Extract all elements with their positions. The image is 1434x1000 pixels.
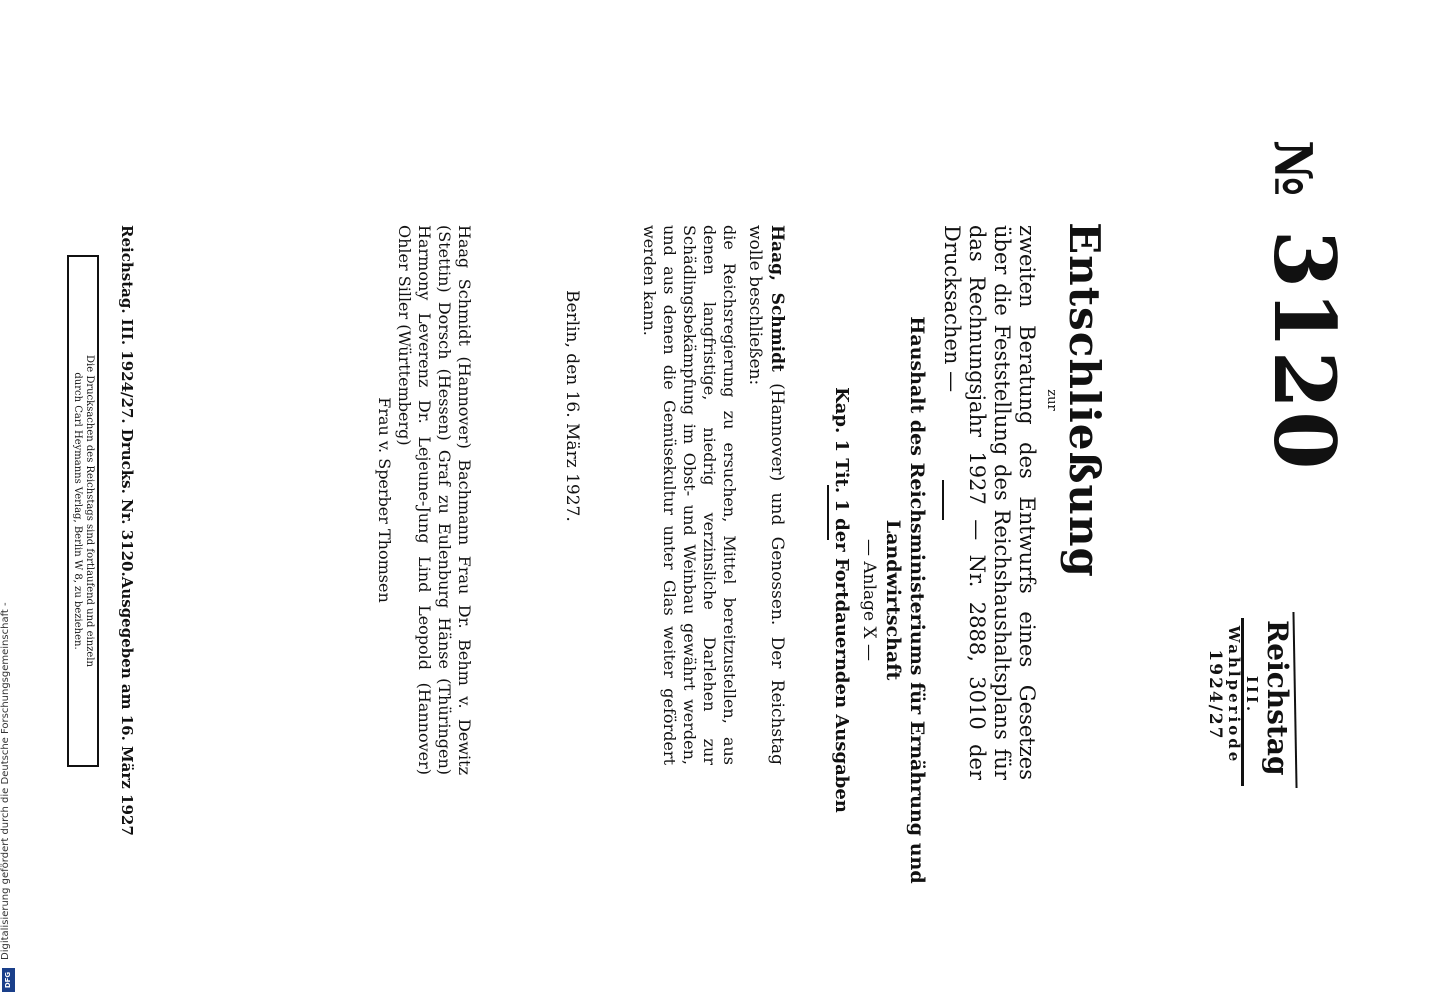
legislative-period: III. Wahlperiode [1225,625,1261,765]
signatory-list-last: Frau v. Sperber Thomsen [375,397,394,603]
legislative-years: 1924/27 [1205,649,1225,741]
imprint-notice [67,255,99,767]
number-prefix: № [1262,140,1323,199]
document-subject: zweiten Beratung des Entwurfs eines Gesetzes über die Feststellung des Reichshaushaltsplans für das Rechnungsjahr 1927 — Nr. 2888, 3010 der Drucksachen — [940,225,1039,780]
imprint-line: Die Drucksachen des Reichstags sind fortlaufend und einzeln [84,355,95,667]
zur-label: zur [1044,389,1059,411]
document-number [1255,140,1354,472]
page-footer [118,225,136,836]
number-value: 3120 [1255,229,1354,472]
separator-rule [827,485,829,540]
budget-title: Haushalt des Reichsministeriums für Ernährung und Landwirtschaft [882,316,928,884]
motion-movers-rest: (Hannover) und Genossen. Der Reichstag wolle beschließen: [745,225,787,765]
document-title: Entschließung [1060,222,1109,578]
imprint-line: durch Carl Heymanns Verlag, Berlin W 8, zu beziehen. [72,372,83,650]
header-rule-bottom [1241,618,1244,786]
institution-name: Reichstag [1261,620,1294,776]
header-reichstag-box [1205,620,1294,776]
motion-intro [744,225,788,765]
separator-rule [942,480,944,520]
signatory-list: Haag Schmidt (Hannover) Bachmann Frau Dr. Behm v. Dewitz (Stettin) Dorsch (Hessen) Graf zu Eulenburg Hänse (Thüringen) Harmony Leverenz Dr. Lejeune-Jung Lind Leopold (Hannover) Ohler Siller (Württemberg) [395,225,474,775]
footer-reference: Reichstag. III. 1924/27. Drucks. Nr. 3120. [118,225,136,577]
signatories [374,225,474,775]
footer-issued: Ausgegeben am 16. März 1927 [118,576,136,836]
dfg-logo [2,968,15,992]
budget-chapter: Kap. 1 Tit. 1 der Fortdauernden Ausgaben [831,387,852,813]
place-date: Berlin, den 16. März 1927. [562,290,582,522]
digitization-credit: Digitalisierung gefördert durch die Deutsche Forschungsgemeinschaft - [0,602,11,960]
budget-anlage: — Anlage X — [859,538,879,662]
motion-movers: Haag, Schmidt [767,225,787,372]
motion-body: die Reichsregierung zu ersuchen, Mittel bereitzustellen, aus denen langfristige, niedrig verzinsliche Darlehen zur Schädlingsbekämpfung im Obst- und Weinbau gewährt werden, und aus denen die Gemüsekultur unter Glas weiter gefördert werden kann. [640,225,739,765]
dfg-logo-text: DFG [4,971,13,989]
